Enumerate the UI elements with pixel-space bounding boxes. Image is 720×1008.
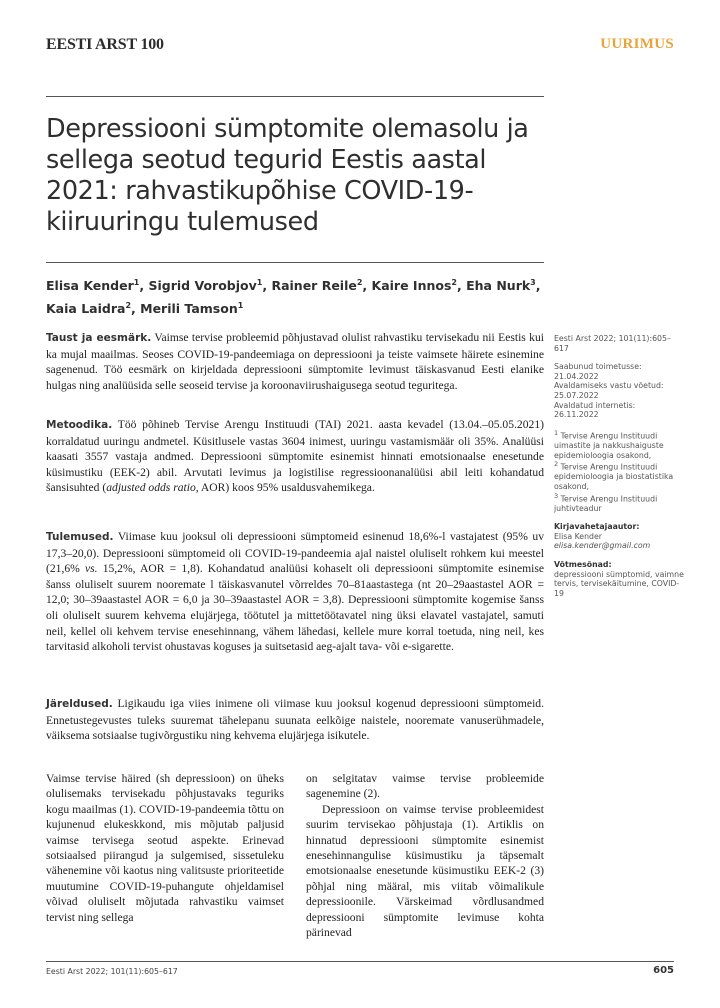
author-list: Elisa Kender$^1$, Sigrid Vorobjov$^1$, Rainer Reile$^2$, Kaire Innos$^2$, Eha Nurk$^3$, Kaia Laidra$^2$, Merili Tamson$^1$ (46, 278, 541, 317)
abstract-results-text: Viimase kuu jooksul oli depressiooni sümptomeid esinenud 18,6%-l vastajatest (95% uv 17,3–20,0). Depressiooni sümptomeid oli COVID-19-pandeemia ajal naistel oluliselt rohkem kui meestel (21,6% (46, 530, 544, 576)
body-paragraph: on selgitatav vaimse tervise probleemide sagenemine (2). (306, 772, 544, 801)
author-affiliation: 2 (125, 301, 132, 311)
abstract-methods-label: Metoodika. (46, 419, 113, 431)
author-affiliation: 1 (133, 278, 140, 287)
header-divider (46, 96, 544, 97)
abstract-conclusions-label: Järeldused. (46, 698, 113, 710)
author-affiliation: 1 (256, 278, 263, 287)
abstract-methods-italic: adjusted odds ratio (106, 481, 196, 495)
body-column-right (306, 771, 544, 940)
published-date: 26.11.2022 (554, 410, 599, 420)
abstract-background-label: Taust ja eesmärk. (46, 332, 152, 344)
contact-email[interactable]: elisa.kender@gmail.com (554, 541, 651, 551)
author: Rainer Reile (271, 278, 357, 294)
contact-label: Kirjavahetajaautor: (554, 522, 640, 532)
affiliation-2: $^2$ Tervise Arengu Instituudi epidemioloogia ja biostatistika osakond, (554, 460, 674, 491)
author: Kaire Innos (371, 278, 452, 294)
received-date: 21.04.2022 (554, 371, 599, 381)
body-paragraph: Depressioon on vaimse tervise probleemidest suurim tervisekao põhjustaja (1). Artiklis on hinnatud depressiooni sümptomite esinemist enesehinnangulise küsimustiku ja täpsemalt emotsionaalse enesetunde küsimustiku EEK-2 (3) põhjal ning määral, mis viitab võimalikule depressioonile. Värskeimad võrdlusandmed depressiooni sümptomite levimuse kohta pärinevad (306, 802, 544, 940)
footer-divider (46, 961, 674, 962)
article-category-label: UURIMUS (600, 36, 674, 52)
received-label: Saabunud toimetusse: (554, 362, 642, 372)
journal-section-label: EESTI ARST 100 (46, 36, 164, 53)
abstract-background-text: Vaimse tervise probleemid põhjustavad olulist rahvastiku tervisekadu nii Eestis kui ka mujal maailmas. Seoses COVID-19-pandeemiaga on depressiooni ja teiste vaimsete häirete esinemine sagenenud. Töö eesmärk on kirjeldada depressiooni sümptomite levimust täiskasvanud Eesti elanike hulgas ning analüüsida selle seoseid tervise ja koroonaviirushaigusega seotud teguritega. (46, 331, 544, 392)
abstract-results (46, 529, 544, 655)
sidebar-metadata (554, 334, 684, 598)
abstract-results-italic: vs. (84, 562, 98, 576)
contact-name: Elisa Kender (554, 531, 602, 541)
accepted-label: Avaldamiseks vastu võetud: (554, 381, 664, 391)
author-affiliation: 3 (530, 278, 536, 287)
author: Elisa Kender (46, 278, 134, 294)
article-title: Depressiooni sümptomite olemasolu ja sellega seotud tegurid Eestis aastal 2021: rahvastikupõhise COVID-19-kiiruuringu tulemused (46, 114, 529, 237)
author: Kaia Laidra (46, 301, 126, 317)
title-divider (46, 262, 544, 263)
author: Sigrid Vorobjov (148, 278, 257, 294)
accepted-date: 25.07.2022 (554, 390, 599, 400)
sidebar-citation: Eesti Arst 2022; 101(11):605–617 (554, 334, 671, 353)
footer-citation: Eesti Arst 2022; 101(11):605–617 (46, 967, 178, 976)
keywords-label: Võtmesõnad: (554, 560, 612, 570)
published-label: Avaldatud internetis: (554, 400, 636, 410)
abstract-results-label: Tulemused. (46, 531, 114, 543)
abstract-methods (46, 417, 544, 496)
affiliation-3: $^3$ Tervise Arengu Instituudi juhtivteadur (554, 491, 658, 513)
author-affiliation: 1 (237, 301, 244, 311)
abstract-conclusions (46, 696, 544, 744)
abstract-conclusions-text: Ligikaudu iga viies inimene oli viimase kuu jooksul kogenud depressiooni sümptomeid. Ennetustegevustes tuleks suuremat tähelepanu suunata eelkõige naistele, nooremate vanuserühmadele, väiksema sotsiaalse tugivõrgustiku ning kehvema elujärjega isikutele. (46, 697, 544, 743)
author: Merili Tamson (140, 301, 238, 317)
keywords: depressiooni sümptomid, vaimne tervis, tervisekäitumine, COVID-19 (554, 569, 684, 598)
body-paragraph: Vaimse tervise häired (sh depressioon) on üheks olulisemaks tervisekadu põhjustavaks teguriks kogu maailmas (1). COVID-19-pandeemia tõttu on kujunenud elukeskkond, mis mõjutab paljusid vaimse tervisega seotud aspekte. Erinevad sotsiaalsed piirangud ja sulgemised, sissetuleku vähenemine või kaotus ning valitsuste prioriteetide muutumine COVID-19-puhangute ohjeldamisel võivad oluliselt mõjutada rahvastiku vaimset tervist ning sellega (46, 772, 284, 924)
abstract-results-text-end: 15,2%, AOR = 1,8). Kohandatud analüüsi kohaselt oli depressiooni sümptomite esinemise šanss oluliselt suurem nooremate l täiskasvanutel võrreldes 70–81aastastega (nt 20–29aastastel AOR = 12,0; 30–39aastastel AOR = 6,0 ja 30–39aastastel AOR = 3,8). Depressiooni sümptomite kogemise šanss oli oluliselt suurem kehvema elujärjega, töötutel ja mittetöötavatel ning üksi elavatel vastajatel, samuti neil, kellel oli kehvem tervise enesehinnang, vähem lähedasi, kellele mure korral toetuda, ning neil, kes tarvitasid alkoholi tervist ohustavas koguses ja suitsetasid aeg-ajalt tava- või e-sigarette. (46, 562, 544, 654)
abstract-background (46, 330, 544, 393)
author-affiliation: 2 (451, 278, 457, 287)
abstract-methods-text: Töö põhineb Tervise Arengu Instituudi (TAI) 2021. aasta kevadel (13.04.–05.05.2021) korraldatud uuringu andmetel. Küsitlusele vastas 3604 inimest, uuringu vastamismäär oli 35%. Analüüsi kaasati 3557 vastaja andmed. Depressiooni sümptomite esinemist hinnati emotsionaalse enesetunde küsimustiku (EEK-2) abil. Arvutati levimus ja logistilise regressioonanalüüsi abil leiti kohandatud šansisuhted ( (46, 418, 544, 495)
affiliation-1: $^1$ Tervise Arengu Instituudi uimastite ja nakkushaiguste epidemioloogia osakond, (554, 428, 664, 460)
abstract-methods-text-end: , AOR) koos 95% usaldusvahemikega. (195, 481, 375, 495)
author: Eha Nurk (466, 278, 531, 294)
page-number: 605 (653, 965, 674, 976)
body-column-left (46, 771, 284, 925)
author-affiliation: 2 (356, 278, 363, 287)
